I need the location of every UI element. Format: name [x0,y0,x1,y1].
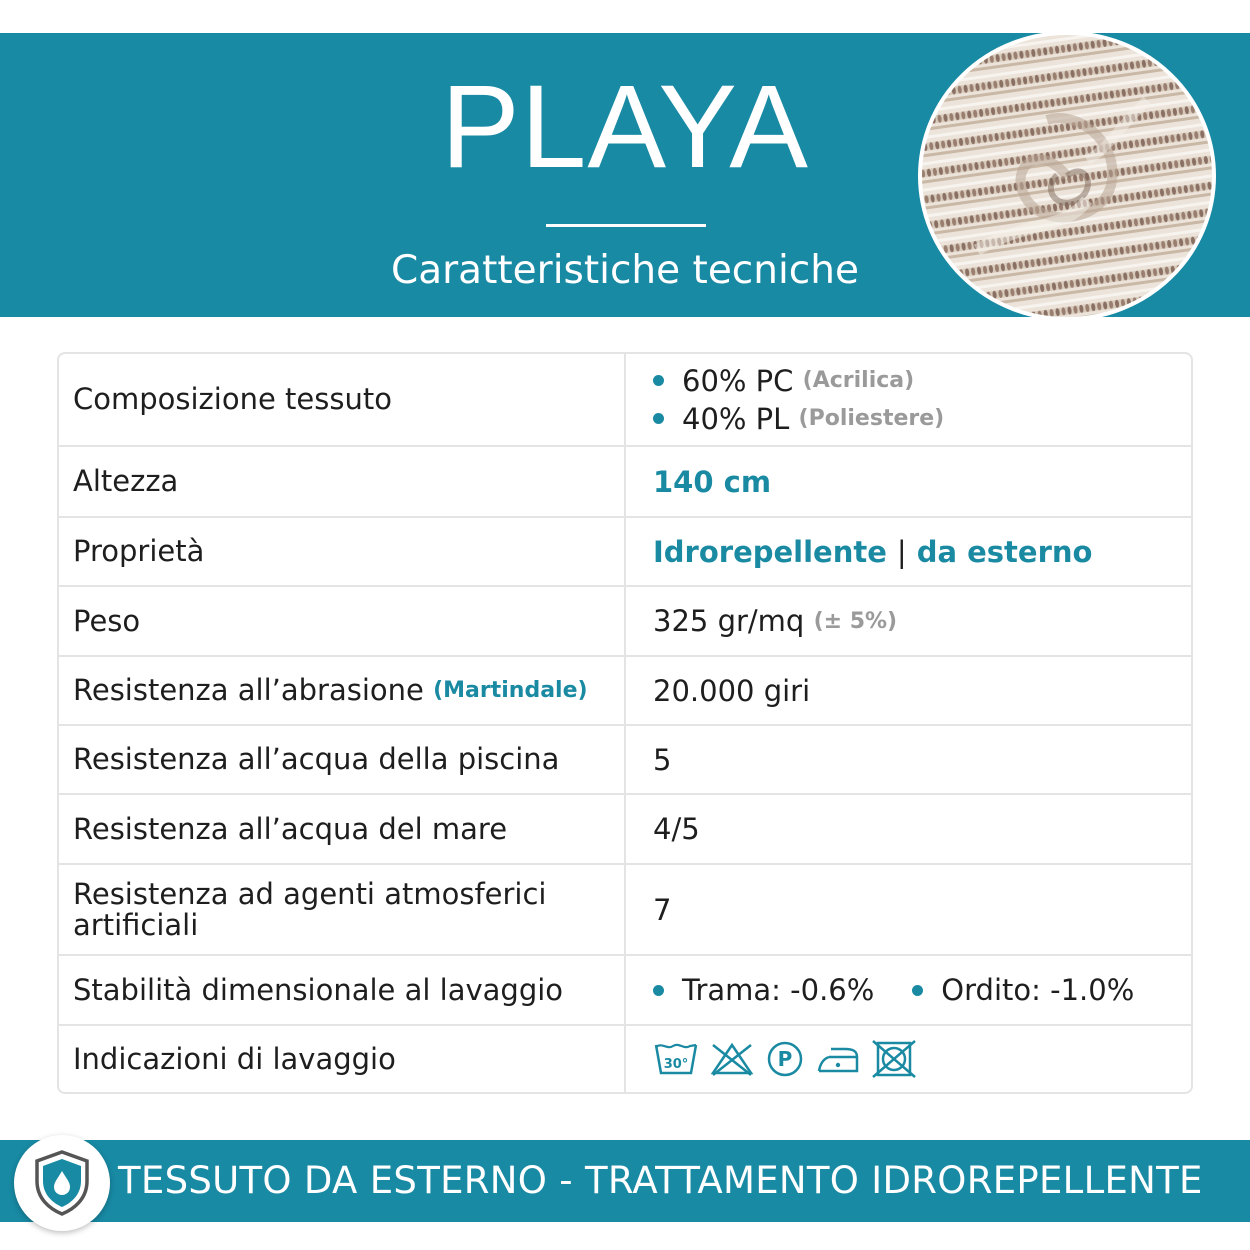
spec-label: Indicazioni di lavaggio [59,1026,626,1092]
shield-drop-icon [32,1149,92,1217]
fabric-swatch-image [917,30,1217,322]
spec-row-altezza [59,447,1191,518]
spec-label: Resistenza ad agenti atmosferici artificiali [59,865,626,954]
spec-label: Peso [59,587,626,655]
spec-row-agenti [59,865,1191,956]
spec-row-composizione [59,354,1191,447]
spec-value: 5 [653,742,672,777]
spec-note: (± 5%) [813,608,898,634]
composition-list [653,364,944,436]
dry-clean-p-icon [765,1039,805,1079]
spec-value: Idrorepellente [653,534,887,569]
spec-note: (Martindale) [433,677,588,703]
list-item: 60% PC (Acrilica) [653,364,944,398]
spec-value: 7 [653,892,672,927]
bullet-icon [653,413,664,424]
spec-row-proprieta [59,518,1191,587]
spec-value: 140 cm [653,464,772,499]
spec-row-piscina [59,726,1191,795]
spec-row-peso [59,587,1191,657]
wash-30-icon [653,1039,699,1079]
spec-label: Resistenza all’acqua della piscina [59,726,626,793]
footer-text: TESSUTO DA ESTERNO - TRATTAMENTO IDROREPELLENTE [118,1159,1203,1202]
page-subtitle: Caratteristiche tecniche [391,248,859,293]
svg-text:30°: 30° [663,1057,689,1072]
spec-value: Trama: -0.6% [682,973,875,1007]
spec-value: 20.000 giri [653,673,811,708]
spec-value: da esterno [916,534,1093,569]
title-divider [546,224,706,227]
waterproof-shield-badge [14,1135,110,1231]
spec-label: Resistenza all’acqua del mare [59,795,626,863]
list-item: 40% PL (Poliestere) [653,402,944,436]
spec-row-abrasione [59,657,1191,726]
bullet-icon [653,375,664,386]
spec-value: Ordito: -1.0% [941,973,1135,1007]
spec-row-mare [59,795,1191,865]
spec-label: Stabilità dimensionale al lavaggio [59,956,626,1024]
care-icons [653,1039,917,1079]
svg-text:P: P [777,1047,793,1071]
spec-value: 325 gr/mq [653,604,805,638]
no-tumble-dry-icon [871,1039,917,1079]
no-bleach-icon [709,1039,755,1079]
spec-label: Altezza [59,447,626,516]
spec-label: Composizione tessuto [59,354,626,445]
bullet-icon [912,985,923,996]
spec-row-stabilita [59,956,1191,1026]
spec-row-lavaggio [59,1026,1191,1092]
spec-label: Proprietà [59,518,626,585]
separator: | [896,534,907,569]
bullet-icon [653,985,664,996]
spec-value: 4/5 [653,812,700,846]
spec-label: Resistenza all’abrasione (Martindale) [59,657,626,724]
product-title: PLAYA [441,61,809,193]
iron-low-icon [815,1039,861,1079]
spec-table [57,352,1193,1094]
